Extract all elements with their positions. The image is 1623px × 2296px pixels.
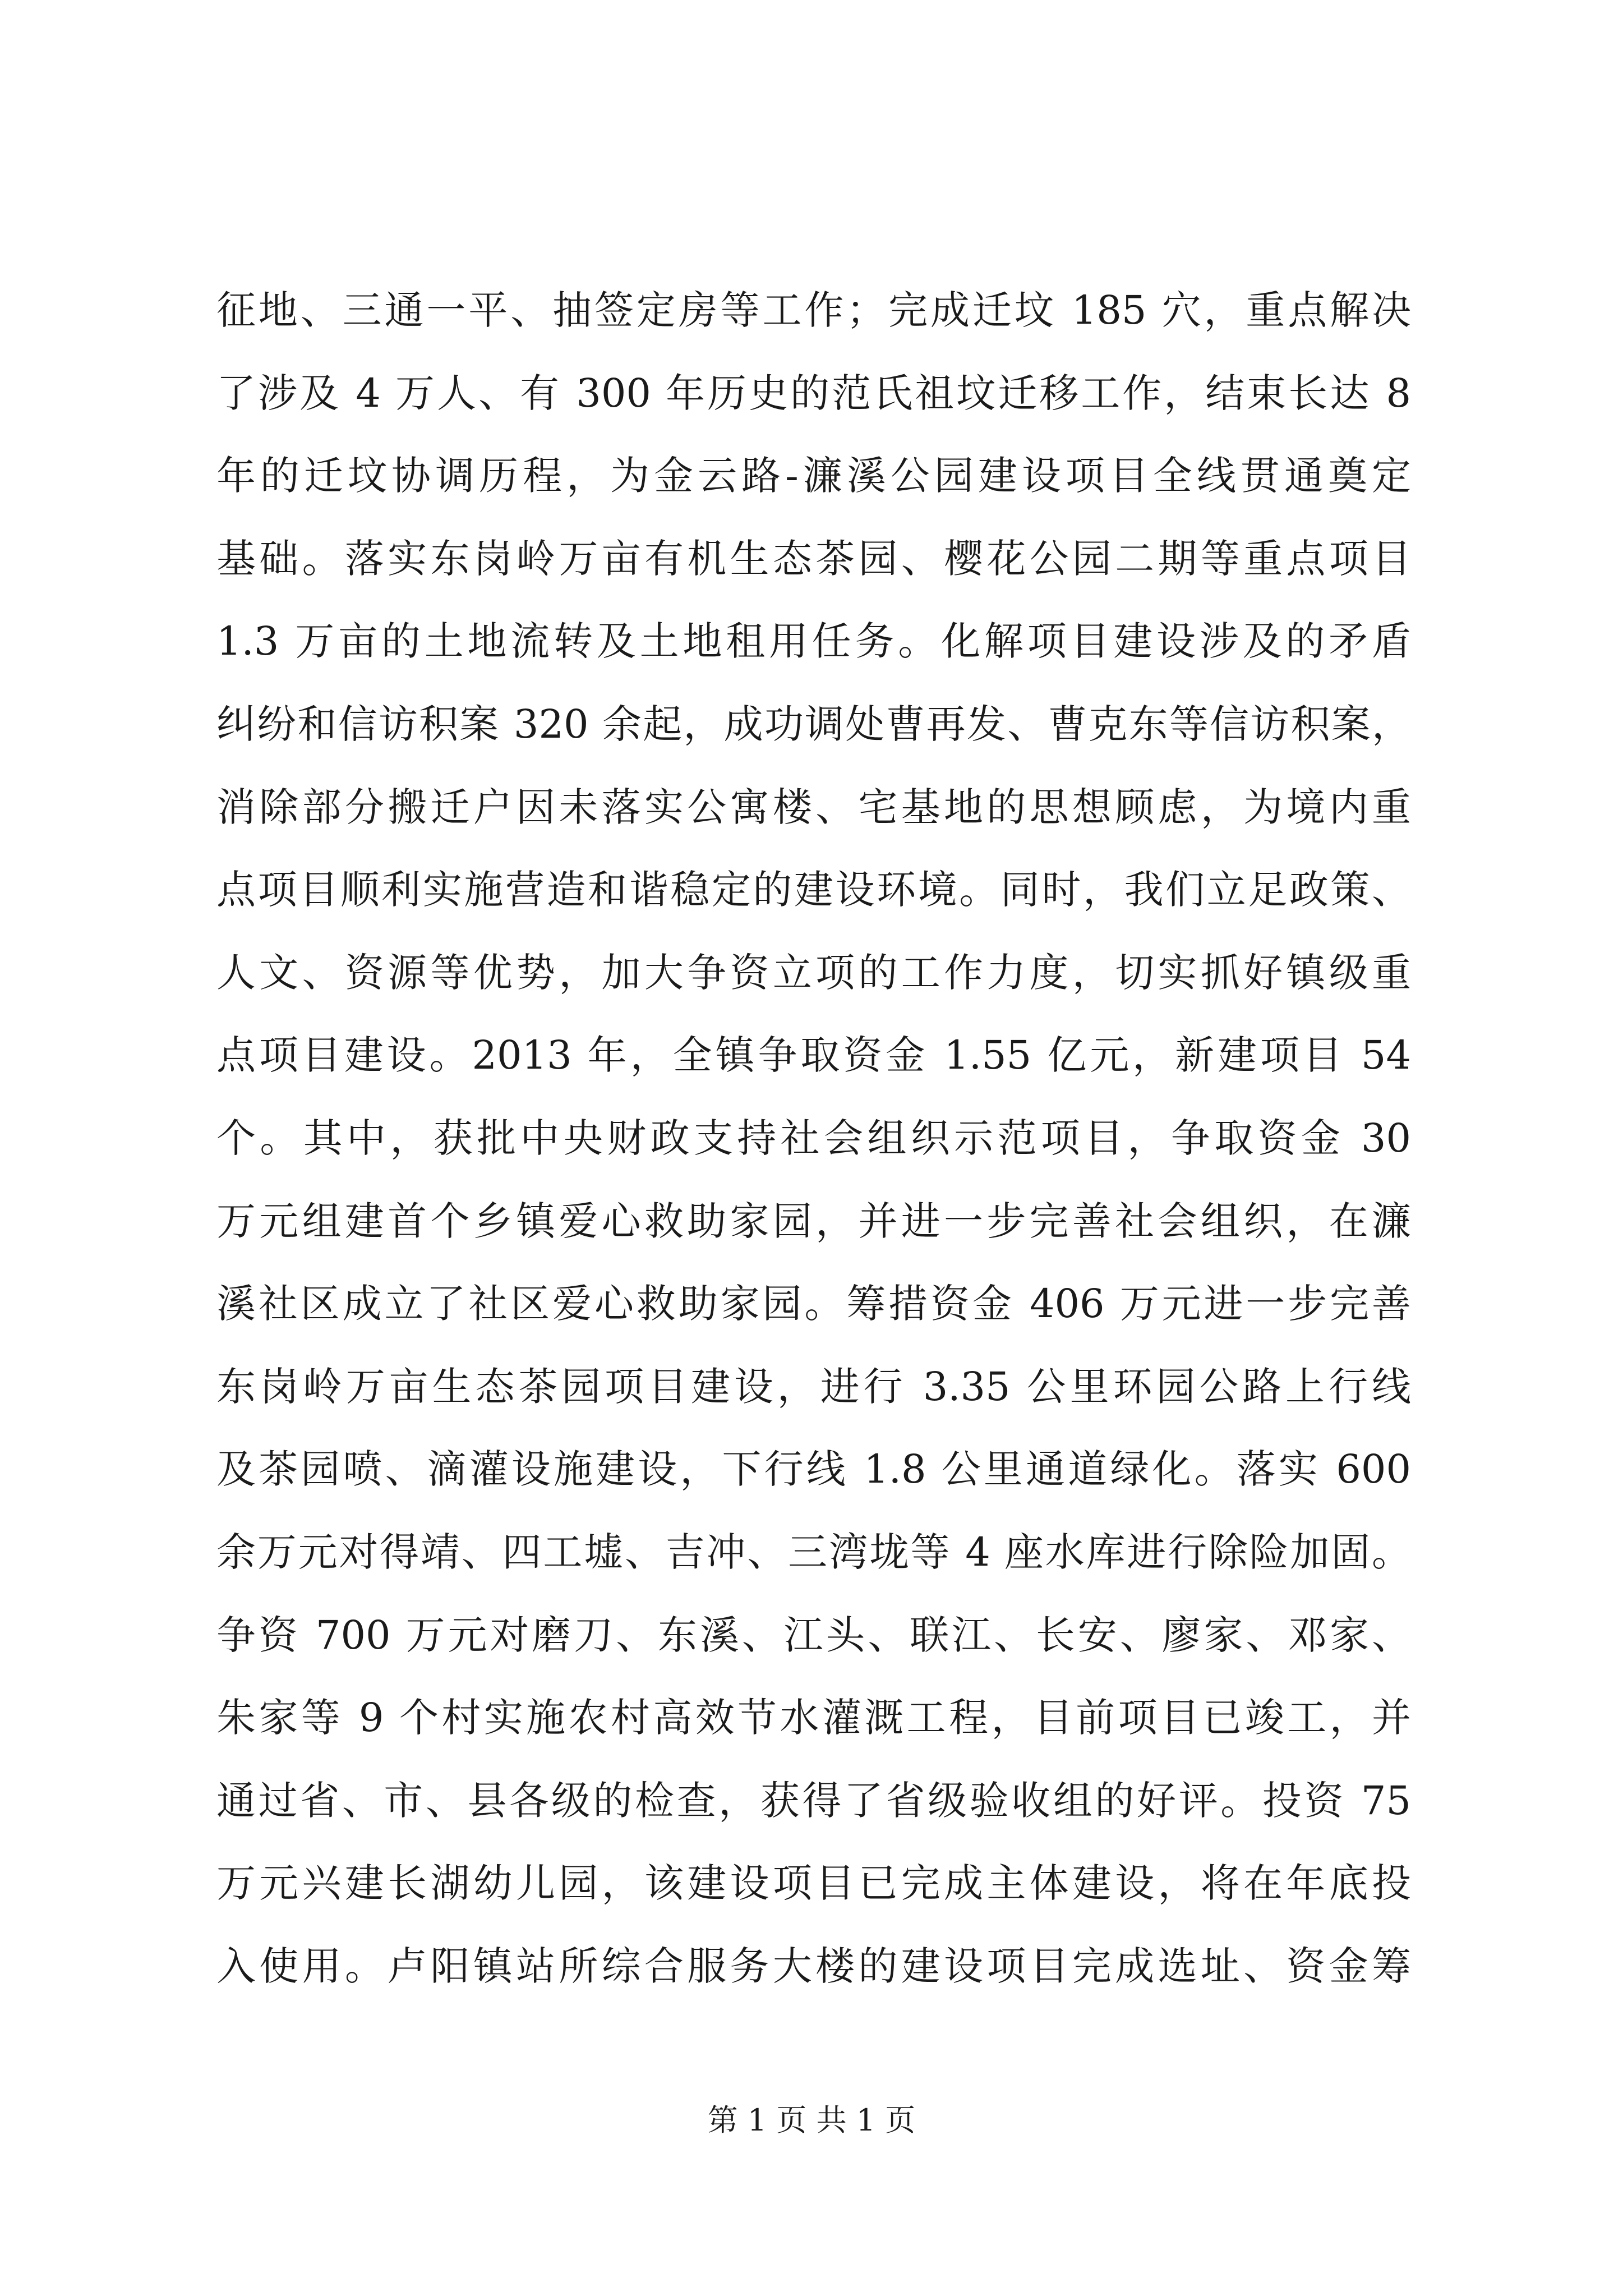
text-line: 个。其中，获批中央财政支持社会组织示范项目，争取资金 30 <box>216 1115 1411 1161</box>
page-number-footer: 第 1 页 共 1 页 <box>707 2102 916 2138</box>
text-line: 万元组建首个乡镇爱心救助家园，并进一步完善社会组织，在濂 <box>216 1198 1411 1244</box>
text-line: 余万元对得靖、四工墟、吉冲、三湾垅等 4 座水库进行除险加固。 <box>216 1529 1411 1575</box>
text-line: 万元兴建长湖幼儿园，该建设项目已完成主体建设，将在年底投 <box>216 1860 1411 1907</box>
text-line: 年的迁坟协调历程，为金云路-濂溪公园建设项目全线贯通奠定 <box>216 453 1411 499</box>
text-line: 通过省、市、县各级的检查，获得了省级验收组的好评。投资 75 <box>216 1777 1411 1824</box>
text-line: 1.3 万亩的土地流转及土地租用任务。化解项目建设涉及的矛盾 <box>216 618 1411 665</box>
text-line: 基础。落实东岗岭万亩有机生态茶园、樱花公园二期等重点项目 <box>216 535 1411 582</box>
text-line: 朱家等 9 个村实施农村高效节水灌溉工程，目前项目已竣工，并 <box>216 1695 1411 1741</box>
text-line: 东岗岭万亩生态茶园项目建设，进行 3.35 公里环园公路上行线 <box>216 1363 1411 1410</box>
text-line: 点项目建设。2013 年，全镇争取资金 1.55 亿元，新建项目 54 <box>216 1032 1411 1079</box>
text-line: 征地、三通一平、抽签定房等工作；完成迁坟 185 穴，重点解决 <box>216 287 1411 333</box>
text-line: 及茶园喷、滴灌设施建设，下行线 1.8 公里通道绿化。落实 600 <box>216 1446 1411 1493</box>
body-paragraph <box>216 269 1411 2008</box>
text-line: 入使用。卢阳镇站所综合服务大楼的建设项目完成选址、资金筹 <box>216 1943 1411 1989</box>
text-line: 了涉及 4 万人、有 300 年历史的范氏祖坟迁移工作，结束长达 8 <box>216 370 1411 416</box>
text-line: 消除部分搬迁户因未落实公寓楼、宅基地的思想顾虑，为境内重 <box>216 784 1411 830</box>
text-line: 人文、资源等优势，加大争资立项的工作力度，切实抓好镇级重 <box>216 949 1411 996</box>
text-line: 溪社区成立了社区爱心救助家园。筹措资金 406 万元进一步完善 <box>216 1281 1411 1327</box>
text-line: 点项目顺利实施营造和谐稳定的建设环境。同时，我们立足政策、 <box>216 867 1411 913</box>
text-line: 纠纷和信访积案 320 余起，成功调处曹再发、曹克东等信访积案， <box>216 701 1411 747</box>
text-line: 争资 700 万元对磨刀、东溪、江头、联江、长安、廖家、邓家、 <box>216 1612 1411 1658</box>
